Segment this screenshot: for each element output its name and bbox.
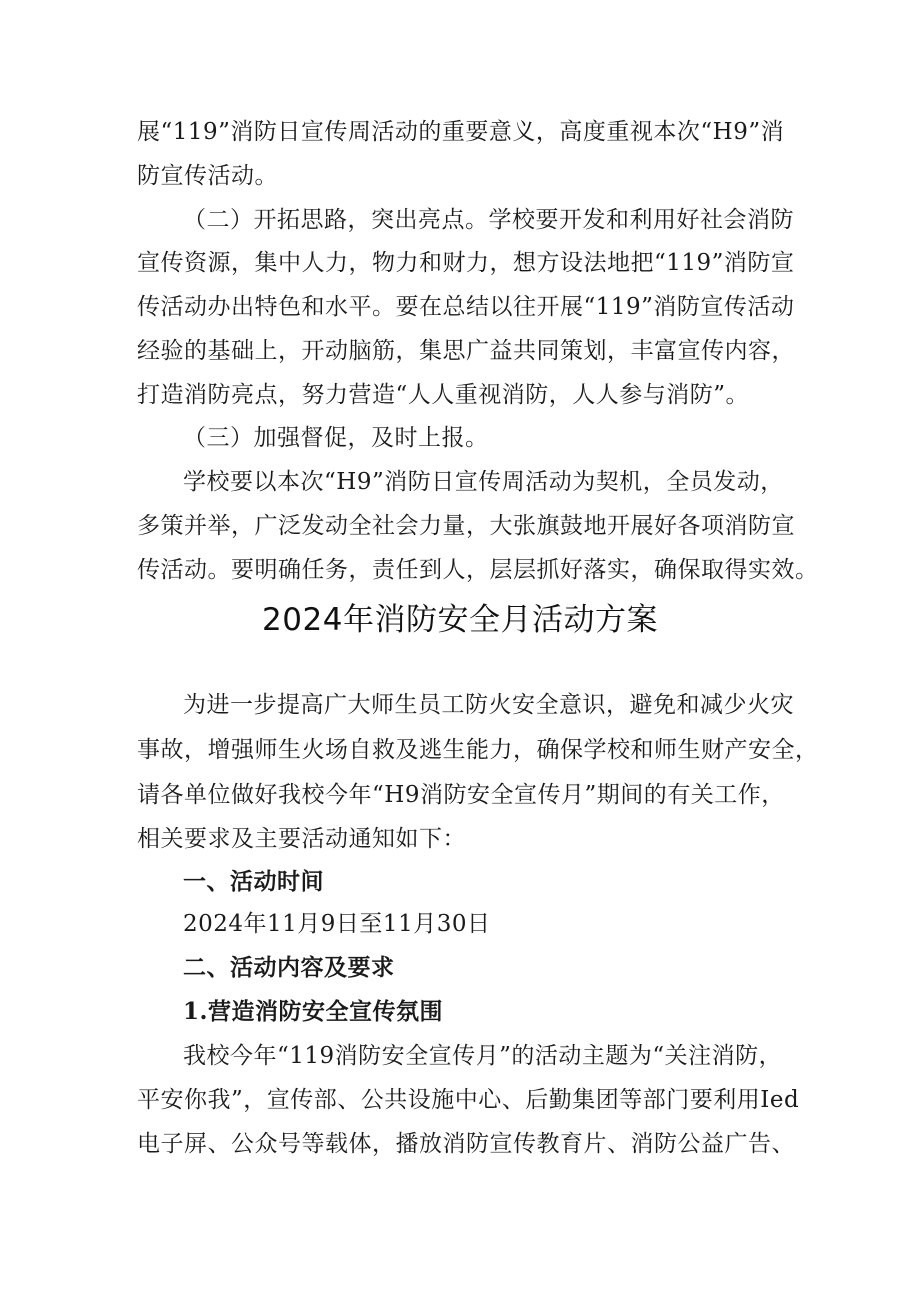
subheading-atmosphere: 1.营造消防安全宣传氛围 bbox=[183, 998, 444, 1025]
paragraph-line: 我校今年“119消防安全宣传月”的活动主题为“关注消防， bbox=[183, 1043, 783, 1069]
paragraph-line: 防宣传活动。 bbox=[137, 163, 278, 189]
paragraph-line: 打造消防亮点，努力营造“人人重视消防，人人参与消防”。 bbox=[137, 382, 750, 408]
paragraph-line: 学校要以本次“H9”消防日宣传周活动为契机，全员发动， bbox=[183, 469, 784, 495]
heading-activity-time: 一、活动时间 bbox=[183, 868, 324, 895]
paragraph-line: 请各单位做好我校今年“H9消防安全宣传月”期间的有关工作， bbox=[137, 782, 785, 808]
paragraph-line: 为进一步提高广大师生员工防火安全意识，避免和减少火灾 bbox=[183, 692, 794, 718]
paragraph-line: 电子屏、公众号等载体，播放消防宣传教育片、消防公益广告、 bbox=[137, 1131, 795, 1157]
paragraph-line: 传活动办出特色和水平。要在总结以往开展“119”消防宣传活动 bbox=[137, 294, 795, 320]
section-heading-3: （三）加强督促，及时上报。 bbox=[183, 425, 489, 451]
activity-date: 2024年11月9日至11月30日 bbox=[183, 911, 491, 937]
paragraph-line: 宣传资源，集中人力，物力和财力，想方设法地把“119”消防宣 bbox=[137, 250, 795, 276]
paragraph-line: 展“119”消防日宣传周活动的重要意义，高度重视本次“H9”消 bbox=[137, 119, 785, 145]
paragraph-line: 传活动。要明确任务，责任到人，层层抓好落实，确保取得实效。 bbox=[137, 557, 819, 583]
paragraph-line: 平安你我”，宣传部、公共设施中心、后勤集团等部门要利用Ied bbox=[137, 1087, 800, 1113]
paragraph-line: 事故，增强师生火场自救及逃生能力，确保学校和师生财产安全， bbox=[137, 737, 819, 763]
paragraph-line: 相关要求及主要活动通知如下： bbox=[137, 826, 466, 852]
section-heading-2: （二）开拓思路，突出亮点。学校要开发和利用好社会消防 bbox=[183, 207, 794, 233]
document-title: 2024年消防安全月活动方案 bbox=[262, 602, 658, 638]
heading-activity-content: 二、活动内容及要求 bbox=[183, 954, 395, 981]
paragraph-line: 多策并举，广泛发动全社会力量，大张旗鼓地开展好各项消防宣 bbox=[137, 513, 795, 539]
paragraph-line: 经验的基础上，开动脑筋，集思广益共同策划，丰富宣传内容， bbox=[137, 338, 795, 364]
